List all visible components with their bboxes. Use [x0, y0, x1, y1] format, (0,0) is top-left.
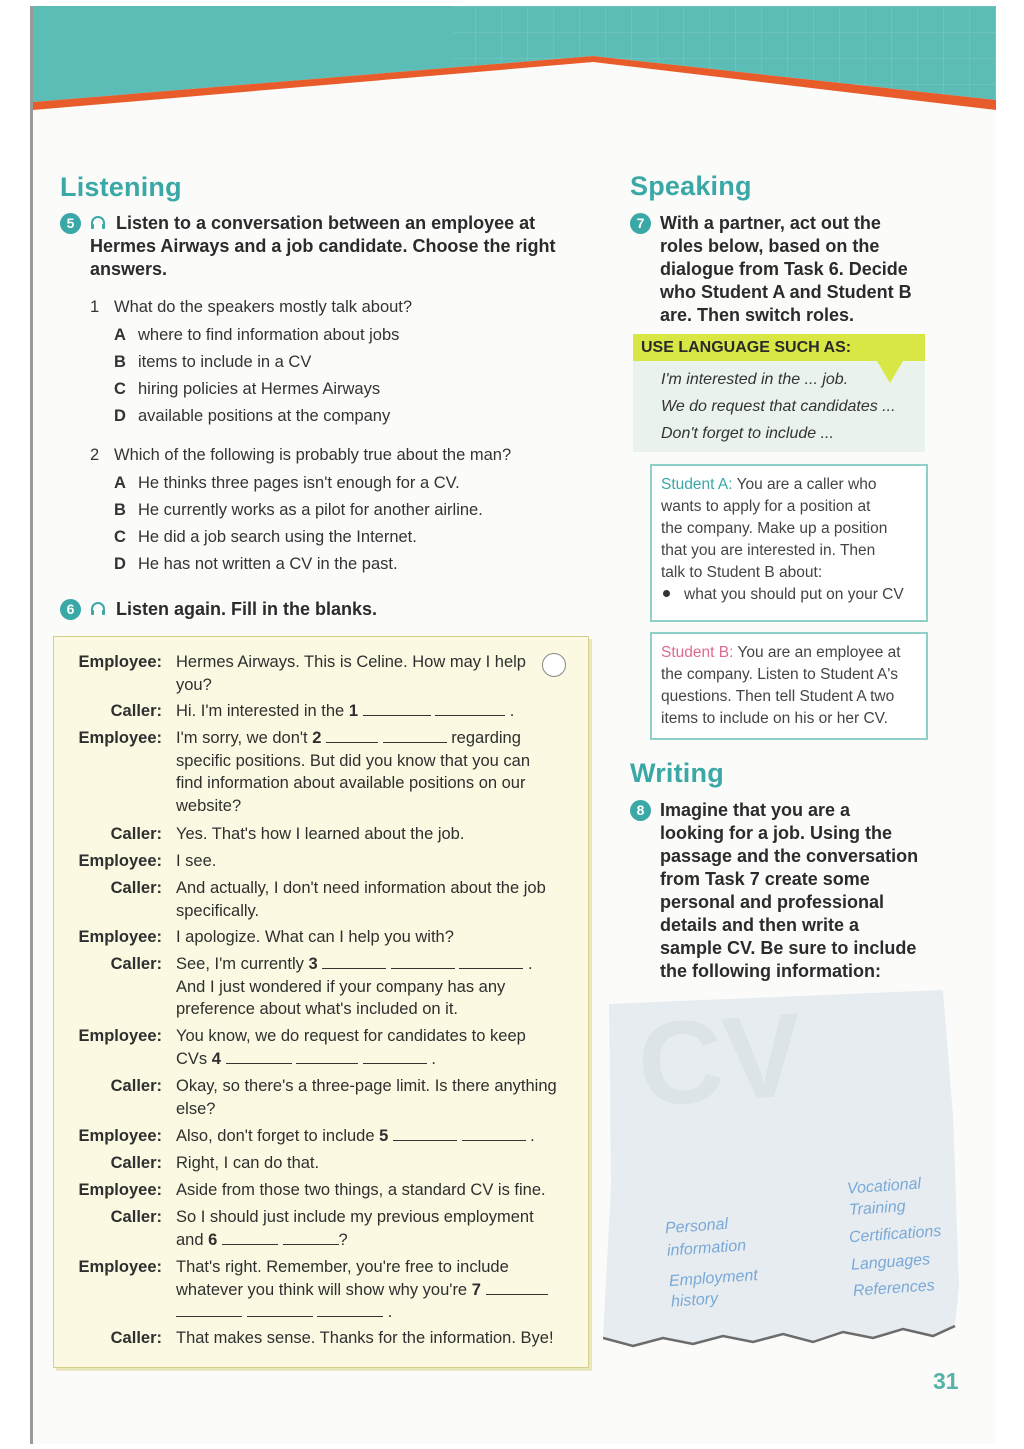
speaker-label: Employee: [78, 1127, 162, 1145]
blank-field[interactable] [462, 1126, 526, 1141]
student-a-card [650, 464, 928, 622]
question [90, 298, 412, 317]
speaker-label: Caller: [110, 1329, 162, 1347]
task7-line: dialogue from Task 6. Decide [660, 259, 908, 279]
option-text: He has not written a CV in the past. [138, 555, 398, 573]
task8-line: from Task 7 create some [660, 869, 870, 889]
line-text: Also, don't forget to include [176, 1127, 375, 1145]
line-text: whatever you think will show why you're [176, 1280, 468, 1299]
cv-watermark: CV [633, 988, 807, 1132]
cv-item: history [670, 1290, 719, 1311]
option-letter: C [114, 528, 126, 546]
task5-instruction [60, 212, 580, 281]
card-line: the company. Listen to Student A's [661, 666, 899, 683]
bullet-icon [663, 590, 670, 597]
line-text: specific positions. But did you know that you can [176, 751, 531, 770]
blank-number: 3 [308, 955, 318, 973]
line-text: See, I'm currently [176, 955, 304, 973]
speaker-label: Employee: [78, 852, 162, 870]
blank-field[interactable] [459, 954, 523, 969]
blank-field[interactable] [283, 1230, 339, 1245]
cv-item: information [666, 1237, 747, 1260]
task8-line: passage and the conversation [660, 846, 919, 866]
task5-text: Listen to a conversation between an employee at Hermes Airways and a job candidate. Choose the right answers. [90, 213, 556, 279]
line-text: Yes. That's how I learned about the job. [176, 825, 465, 843]
answer-option[interactable] [114, 501, 483, 520]
line-text: Aside from those two things, a standard CV is fine. [176, 1181, 546, 1199]
option-letter: B [114, 353, 126, 371]
option-text: available positions at the company [138, 407, 391, 425]
card-line: that you are interested in. Then [661, 542, 876, 559]
phrase-item: We do request that candidates ... [661, 398, 896, 415]
line-text: find information about available positions on our [176, 774, 526, 792]
option-text: He thinks three pages isn't enough for a CV. [138, 474, 460, 492]
option-text: hiring policies at Hermes Airways [138, 380, 381, 398]
blank-field[interactable] [296, 1049, 358, 1064]
line-text: That makes sense. Thanks for the information. Bye! [176, 1329, 554, 1347]
use-language-heading: USE LANGUAGE SUCH AS: [633, 334, 925, 361]
line-text: And actually, I don't need information about the job [176, 879, 546, 897]
task8-line: the following information: [660, 961, 881, 981]
answer-option[interactable] [114, 474, 460, 493]
task5-number: 5 [60, 213, 81, 234]
answer-option[interactable] [114, 555, 398, 574]
option-text: He did a job search using the Internet. [138, 528, 417, 546]
speaker-label: Employee: [78, 1181, 162, 1199]
line-text: You know, we do request for candidates to keep [176, 1027, 526, 1045]
blank-field[interactable] [486, 1280, 548, 1295]
cv-item: Vocational [846, 1175, 922, 1198]
cv-item: References [852, 1277, 936, 1300]
cv-item: Certifications [848, 1222, 942, 1247]
card-line: questions. Then tell Student A two [661, 688, 895, 705]
headphones-icon [90, 602, 106, 616]
page-number: 31 [933, 1368, 959, 1394]
answer-option[interactable] [114, 353, 311, 372]
blank-number: 7 [471, 1280, 481, 1299]
card-line: talk to Student B about: [661, 564, 823, 581]
task8-line: details and then write a [660, 915, 860, 935]
speaking-title: Speaking [630, 171, 752, 201]
speaker-label: Caller: [110, 825, 162, 843]
task6-text: Listen again. Fill in the blanks. [116, 599, 378, 619]
speaker-label: Caller: [110, 879, 162, 897]
blank-field[interactable] [317, 1302, 383, 1317]
task7-line: are. Then switch roles. [660, 305, 855, 325]
card-line: the company. Make up a position [661, 520, 888, 537]
phrase-item: I'm interested in the ... job. [661, 371, 849, 388]
option-text: items to include in a CV [138, 353, 312, 371]
task7-line: roles below, based on the [660, 236, 880, 256]
line-text: regarding [451, 729, 521, 747]
task8-line: Imagine that you are a [660, 800, 851, 820]
student-b-card [650, 632, 928, 740]
line-text: you? [176, 675, 212, 694]
blank-field[interactable] [176, 1302, 242, 1317]
phrase-item: Don't forget to include ... [661, 425, 834, 442]
student-a-label: Student A: [661, 476, 733, 493]
student-b-label: Student B: [661, 644, 734, 661]
cv-item: Employment [668, 1266, 759, 1291]
blank-number: 5 [379, 1127, 389, 1145]
speaker-label: Caller: [110, 702, 162, 720]
option-letter: D [114, 555, 126, 573]
answer-option[interactable] [114, 528, 417, 547]
line-text: Hermes Airways. This is Celine. How may I help [176, 653, 526, 671]
task6-instruction [60, 598, 377, 621]
cv-item: Training [848, 1198, 907, 1219]
card-line: You are a caller who [736, 476, 877, 493]
blank-field[interactable] [435, 701, 505, 716]
option-letter: A [114, 474, 126, 492]
answer-option[interactable] [114, 326, 399, 345]
card-line: wants to apply for a position at [661, 498, 871, 515]
cv-paper [603, 986, 963, 1354]
line-text: else? [176, 1099, 216, 1118]
question-text: What do the speakers mostly talk about? [114, 298, 413, 316]
option-text: He currently works as a pilot for another airline. [138, 501, 483, 519]
answer-option[interactable] [114, 407, 390, 426]
line-text: specifically. [176, 901, 260, 920]
task8-number: 8 [630, 800, 651, 821]
line-text: Okay, so there's a three-page limit. Is there anything [176, 1077, 557, 1095]
writing-title: Writing [630, 758, 724, 788]
blank-number: 6 [208, 1230, 218, 1249]
line-text: That's right. Remember, you're free to include [176, 1258, 509, 1276]
speaker-label: Caller: [110, 1208, 162, 1226]
question-number: 2 [90, 446, 100, 464]
speaker-label: Employee: [78, 928, 162, 946]
answer-option[interactable] [114, 380, 380, 399]
line-text: And I just wondered if your company has any [176, 977, 506, 996]
card-line: items to include on his or her CV. [661, 710, 888, 727]
textbook-page [30, 6, 996, 1444]
blank-field[interactable] [393, 1126, 457, 1141]
task7-number: 7 [630, 213, 651, 234]
line-text: I'm sorry, we don't [176, 729, 308, 747]
blank-field[interactable] [363, 701, 431, 716]
speaker-label: Employee: [78, 653, 162, 671]
blank-number: 4 [211, 1049, 221, 1068]
question-number: 1 [90, 298, 100, 316]
listening-title: Listening [60, 172, 182, 202]
blank-field[interactable] [247, 1302, 313, 1317]
task8-instruction [630, 799, 950, 983]
option-letter: D [114, 407, 126, 425]
blank-field[interactable] [322, 954, 386, 969]
option-letter: B [114, 501, 126, 519]
card-bullet-text: what you should put on your CV [684, 586, 904, 603]
speaker-label: Employee: [78, 1027, 162, 1045]
speaker-label: Employee: [78, 1258, 162, 1276]
blank-field[interactable] [363, 1049, 427, 1064]
cv-item: Personal [664, 1215, 729, 1238]
line-text: So I should just include my previous employment [176, 1208, 534, 1226]
card-line: You are an employee at [737, 644, 901, 661]
option-letter: C [114, 380, 126, 398]
task7-line: With a partner, act out the [660, 213, 881, 233]
blank-field[interactable] [226, 1049, 292, 1064]
task8-line: personal and professional [660, 892, 885, 912]
blank-field[interactable] [326, 728, 378, 743]
line-text: Right, I can do that. [176, 1154, 320, 1172]
cv-item: Languages [850, 1251, 931, 1274]
option-text: where to find information about jobs [138, 326, 400, 344]
question [90, 446, 511, 465]
speaker-label: Caller: [110, 955, 162, 973]
blank-field[interactable] [383, 728, 447, 743]
task7-instruction [630, 212, 950, 327]
dialogue-card: Employee: Hermes Airways. This is Celine. How may I help you? Caller: Hi. I'm interested in the 1 . Employee: I'm sorry, we don't 2 regarding specific positions. But did you know that you can find information about available positions on our website? Caller: Yes. That's how I learned about the job. Employee: I see. Caller: And actually, I don't need information about the job specifically. Employee: I apologize. What can I help you with? Caller: See, I'm currently 3 . And I just wondered if your company has any preference about what's included on it. Employee: You know, we do request for candidates to keep CVs 4 . Caller: Okay, so there's a three-page limit. Is there anything else? Employee: Also, don't forget to include 5 . Caller: Right, I can do that. Employee: Aside from those two things, a standard CV is fine. Caller: So I should just include my previous employment and 6 ? Employee: That's right. Remember, you're free to include whatever you think will show why you're 7 . Caller: That makes sense. Thanks for the information. Bye! [53, 636, 589, 1368]
headphones-icon [90, 216, 106, 230]
header-banner [33, 6, 996, 116]
option-letter: A [114, 326, 126, 344]
line-text: Hi. I'm interested in the [176, 702, 345, 720]
line-text: and [176, 1230, 204, 1249]
blank-field[interactable] [391, 954, 455, 969]
use-language-box [633, 334, 925, 452]
task7-line: who Student A and Student B [660, 282, 912, 302]
question-text: Which of the following is probably true about the man? [114, 446, 512, 464]
line-text: website? [176, 796, 242, 815]
task8-line: looking for a job. Using the [660, 823, 892, 843]
line-text: CVs [176, 1049, 208, 1068]
callout-pointer [877, 361, 903, 383]
blank-number: 2 [312, 729, 322, 747]
line-text: preference about what's included on it. [176, 1000, 458, 1018]
line-text: I see. [176, 852, 217, 870]
speaker-label: Caller: [110, 1154, 162, 1172]
speaker-label: Employee: [78, 729, 162, 747]
line-text: I apologize. What can I help you with? [176, 928, 454, 946]
speaker-label: Caller: [110, 1077, 162, 1095]
blank-number: 1 [348, 702, 359, 720]
task8-line: sample CV. Be sure to include [660, 938, 917, 958]
task6-number: 6 [60, 599, 81, 620]
blank-field[interactable] [222, 1230, 278, 1245]
